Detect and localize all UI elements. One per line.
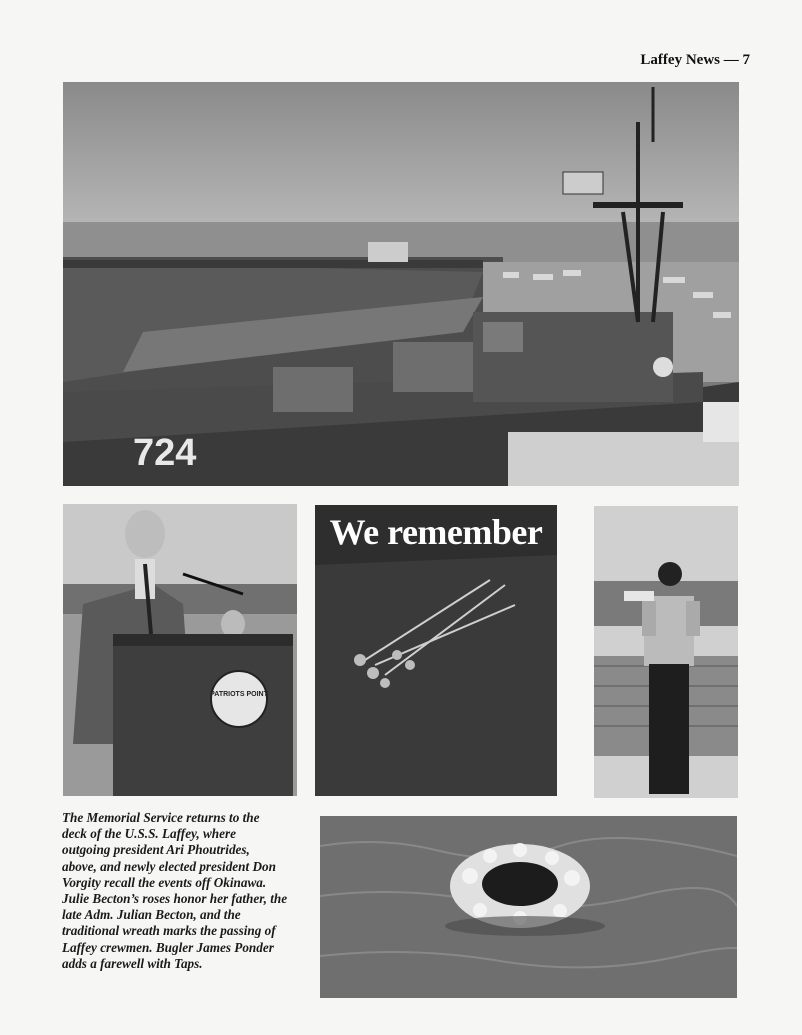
caption-line: traditional wreath marks the passing of [62,923,276,939]
caption-line: late Adm. Julian Becton, and the [62,907,241,923]
caption-line: Julie Becton’s roses honor her father, the [62,891,288,907]
photo-caption [62,810,302,972]
speaker-photo [63,504,297,796]
caption-line: outgoing president Ari Phoutrides, [62,842,250,858]
caption-line: Laffey crewmen. Bugler James Ponder [62,939,274,955]
caption-line: adds a farewell with Taps. [62,955,203,971]
caption-line: deck of the U.S.S. Laffey, where [62,826,236,842]
page-header: Laffey News — 7 [640,52,750,68]
wreath-photo [320,816,737,998]
caption-line: above, and newly elected president Don [62,858,276,874]
podium-seal-text: PATRIOTS POINT [210,691,268,698]
roses-panel [315,505,557,796]
ship-photo [63,82,739,486]
caption-line: Vorgity recall the events off Okinawa. [62,874,267,890]
hull-number: 724 [133,432,197,474]
bugler-photo [594,506,738,798]
caption-line: The Memorial Service returns to the [62,810,260,825]
panel-title: We remember [329,512,543,552]
